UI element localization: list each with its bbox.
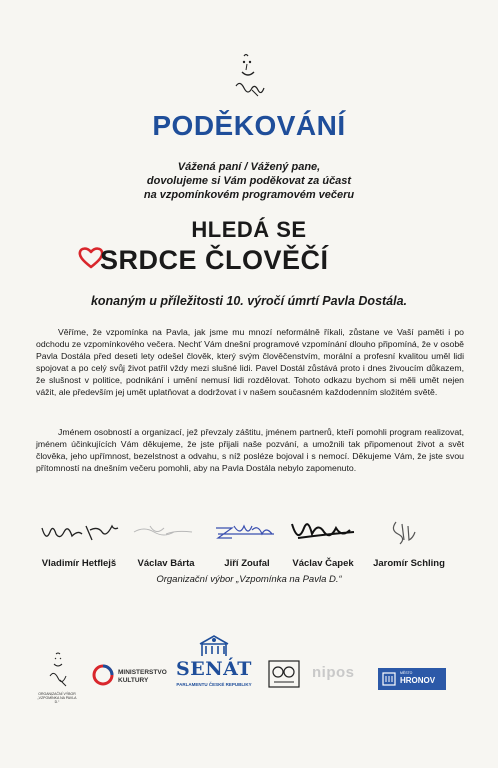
signatory-name: Jiří Zoufal	[224, 558, 270, 569]
signatory-name: Václav Čapek	[292, 558, 354, 569]
signatory-name: Václav Bárta	[137, 558, 195, 569]
theatre-logo	[268, 660, 300, 688]
senate-logo-text: SENÁT	[176, 658, 252, 680]
signature-barta	[126, 518, 202, 546]
signatory-name: Jaromír Schling	[373, 558, 445, 569]
hronov-label: HRONOV	[400, 676, 436, 685]
ministry-of-culture-logo	[92, 664, 114, 686]
page-title: PODĚKOVÁNÍ	[152, 110, 346, 141]
senate-logo-subtext: PARLAMENTU ČESKÉ REPUBLIKY	[176, 682, 252, 687]
slogan-line-2: SRDCE ČLOVĚČÍ	[100, 245, 329, 275]
committee-logo-text: ORGANIZAČNÍ VÝBOR „VZPOMÍNKA NA PAVLA D.“	[37, 692, 77, 704]
greeting-line: dovolujeme si Vám poděkovat za účast	[146, 175, 352, 187]
committee-logo	[44, 652, 72, 690]
signature-capek	[288, 518, 360, 546]
greeting-line: Vážená paní / Vážený pane,	[177, 161, 321, 173]
occasion-text: konaným u příležitosti 10. výročí úmrtí Pavla Dostála.	[90, 294, 408, 308]
hronov-logo	[378, 668, 446, 690]
organizing-committee: Organizační výbor „Vzpomínka na Pavla D.“	[156, 574, 342, 585]
senate-emblem-icon	[198, 632, 230, 658]
signature-zoufal	[212, 518, 280, 546]
signature-hetflejs	[38, 518, 120, 546]
paragraph: Věříme, že vzpomínka na Pavla, jak jsme mu mnozí neformálně říkali, zůstane ve Vaší paměti i po odchodu ze vzpomínkového večera. Nechť Vám dnešní programové vzpomínání dlouho připomíná, že v osobě Pavla Dostála před deseti lety odešel člověk, který svým člověčenstvím, morální a profesní kvalitou uměl lidi spojovat a po celý svůj život patřil vždy mezi slušné lidi. Pavel Dostál zůstává proto i dnes živoucím důkazem, že slušnost v politice, podnikání i umění nemusí lidi rozdělovat. Tohoto odkazu bychom si měli umět nejen vážit, ale především jej umět uplatňovat a dodržovat i v našem současném každodenním složitém světě.	[36, 327, 464, 398]
hronov-city-label: MĚSTO	[400, 671, 413, 675]
greeting	[0, 160, 498, 202]
ministry-line: KULTURY	[118, 676, 149, 684]
signatory-name: Vladimír Hetflejš	[41, 558, 117, 569]
pavel-dostal-caricature-logo	[222, 52, 274, 102]
ministry-line: MINISTERSTVO	[118, 669, 167, 676]
ministry-of-culture-text	[118, 669, 167, 684]
signature-schling	[386, 518, 420, 546]
hronov-crest-icon	[382, 672, 396, 686]
slogan-line-1: HLEDÁ SE	[191, 217, 307, 242]
paragraph: Jménem osobností a organizací, jež převzaly záštitu, jménem partnerů, kteří pomohli program realizovat, jménem účinkujících Vám děkujeme, že jste přijali naše pozvání, a umožnili tak připomenout život a svět člověka, jeho upřímnost, bezelstnost a odvahu, s níž posléze bojoval i s nemocí. Děkujeme Vám, že jste svou přítomností na dnešním večeru pomohli, aby na Pavla Dostála nebylo zapomenuto.	[36, 427, 464, 474]
greeting-line: na vzpomínkovém programovém večeru	[143, 189, 355, 201]
nipos-logo: nipos	[312, 664, 355, 681]
